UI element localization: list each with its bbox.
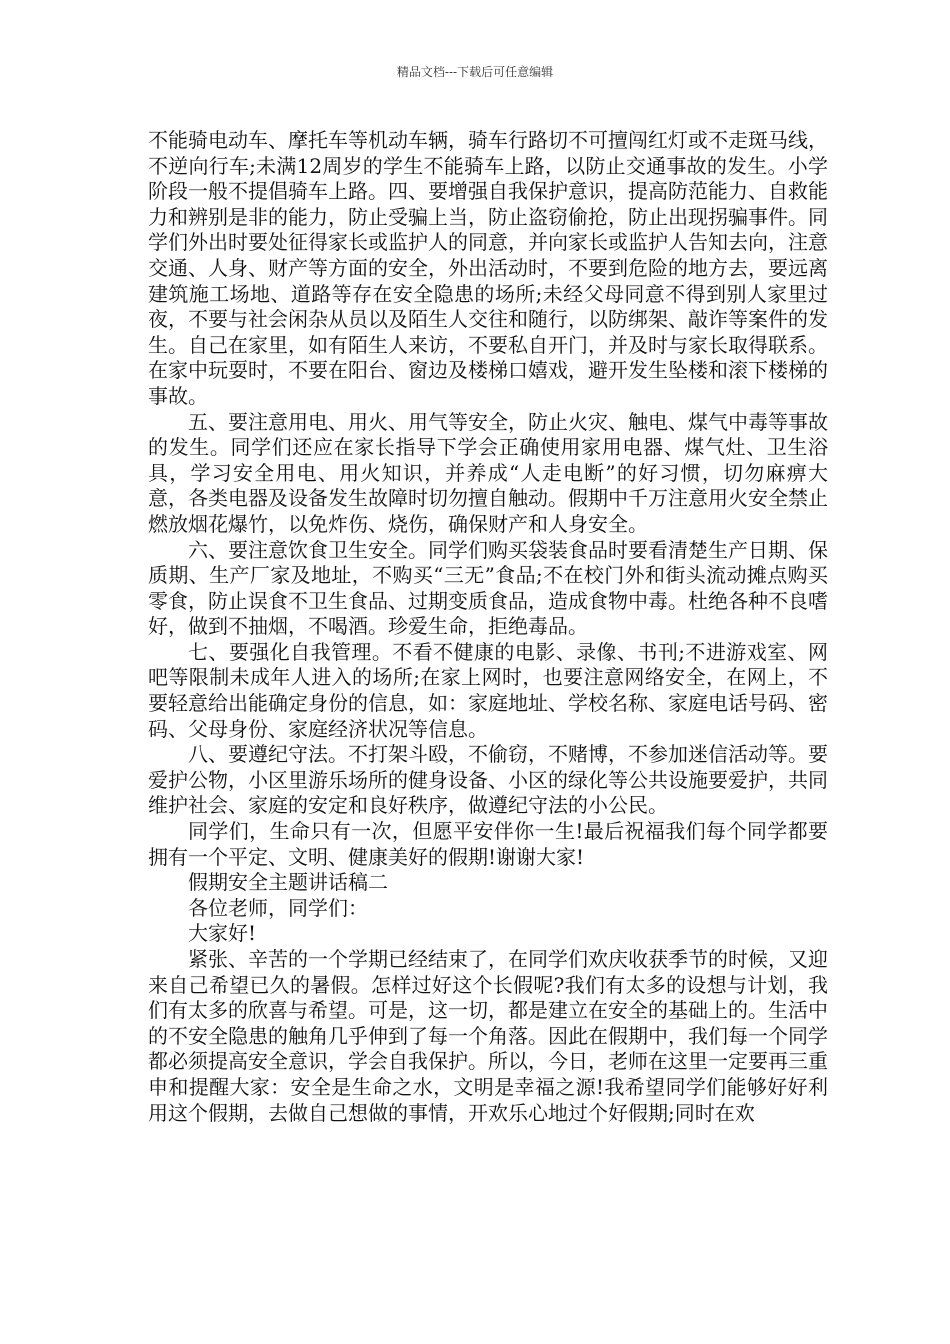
salutation: 各位老师，同学们： xyxy=(188,895,368,920)
paragraph-3: 六、要注意饮食卫生安全。同学们购买袋装食品时要看清楚生产日期、保质期、生产厂家及地址，不购买“三无”食品;不在校门外和街头流动摊点购买零食，防止误食不卫生食品、过期变质食品，造成食物中毒。杜绝各种不良嗜好，做到不抽烟，不喝酒。珍爱生命，拒绝毒品。 xyxy=(148,537,828,639)
section-title: 假期安全主题讲话稿二 xyxy=(188,870,388,895)
greeting: 大家好! xyxy=(188,921,257,946)
paragraph-4: 七、要强化自我管理。不看不健康的电影、录像、书刊;不进游戏室、网吧等限制未成年人进入的场所;在家上网时，也要注意网络安全，在网上，不要轻意给出能确定身份的信息，如：家庭地址、学校名称、家庭电话号码、密码、父母身份、家庭经济状况等信息。 xyxy=(148,639,828,741)
paragraph-7: 紧张、辛苦的一个学期已经结束了，在同学们欢庆收获季节的时候，又迎来自己希望已久的暑假。怎样过好这个长假呢?我们有太多的设想与计划，我们有太多的欣喜与希望。可是，这一切，都是建立在安全的基础上的。生活中的不安全隐患的触角几乎伸到了每一个角落。因此在假期中，我们每一个同学都必须提高安全意识，学会自我保护。所以，今日，老师在这里一定要再三重申和提醒大家：安全是生命之水，文明是幸福之源!我希望同学们能够好好利用这个假期，去做自己想做的事情，开欢乐心地过个好假期;同时在欢 xyxy=(148,947,828,1125)
paragraph-5: 八、要遵纪守法。不打架斗殴，不偷窃，不赌博，不参加迷信活动等。要爱护公物，小区里游乐场所的健身设备、小区的绿化等公共设施要爱护，共同维护社会、家庭的安定和良好秩序，做遵纪守法的小公民。 xyxy=(148,742,828,818)
document-body xyxy=(148,128,828,1126)
paragraph-1: 不能骑电动车、摩托车等机动车辆，骑车行路切不可擅闯红灯或不走斑马线，不逆向行车;未满12周岁的学生不能骑车上路，以防止交通事故的发生。小学阶段一般不提倡骑车上路。四、要增强自我保护意识，提高防范能力、自救能力和辨别是非的能力，防止受骗上当，防止盗窃偷抢，防止出现拐骗事件。同学们外出时要处征得家长或监护人的同意，并向家长或监护人告知去向，注意交通、人身、财产等方面的安全，外出活动时，不要到危险的地方去，要远离建筑施工场地、道路等存在安全隐患的场所;未经父母同意不得到别人家里过夜，不要与社会闲杂从员以及陌生人交往和随行，以防绑架、敲诈等案件的发生。自己在家里，如有陌生人来访，不要私自开门，并及时与家长取得联系。在家中玩耍时，不要在阳台、窗边及楼梯口嬉戏，避开发生坠楼和滚下楼梯的事故。 xyxy=(148,128,828,408)
paragraph-6: 同学们，生命只有一次，但愿平安伴你一生!最后祝福我们每个同学都要拥有一个平定、文明、健康美好的假期!谢谢大家! xyxy=(148,819,828,869)
paragraph-2: 五、要注意用电、用火、用气等安全，防止火灾、触电、煤气中毒等事故的发生。同学们还应在家长指导下学会正确使用家用电器、煤气灶、卫生浴具，学习安全用电、用火知识，并养成“人走电断”的好习惯，切勿麻痹大意，各类电器及设备发生故障时切勿擅自触动。假期中千万注意用火安全禁止燃放烟花爆竹，以免炸伤、烧伤，确保财产和人身安全。 xyxy=(148,409,828,536)
page-header: 精品文档---下载后可任意编辑 xyxy=(396,65,554,79)
